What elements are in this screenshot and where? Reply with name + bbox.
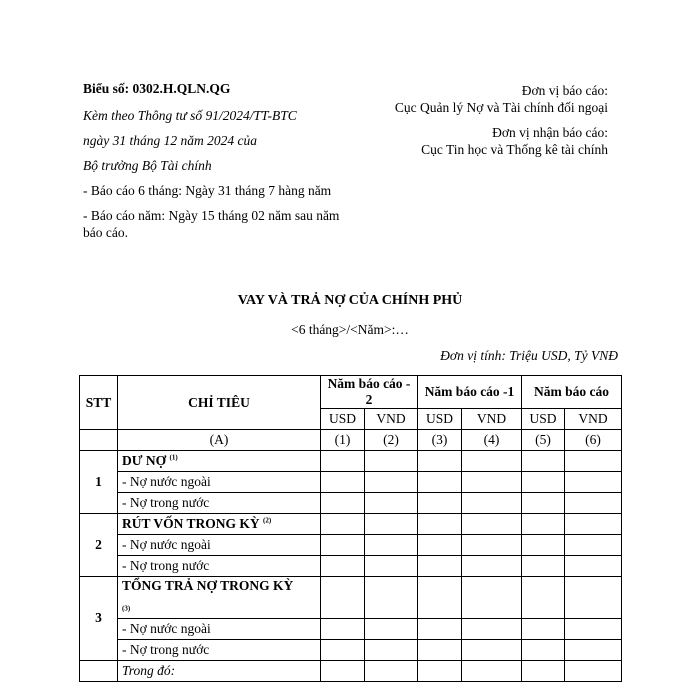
form-header-left: [83, 80, 358, 249]
circular-reference: Kèm theo Thông tư số 91/2024/TT-BTC: [83, 108, 297, 123]
table-row: [80, 639, 622, 660]
header-stt: STT: [80, 376, 118, 430]
deadline-six-month: - Báo cáo 6 tháng: Ngày 31 tháng 7 hàng năm: [83, 183, 332, 198]
code-cell: (2): [365, 430, 418, 451]
row-label: RÚT VỐN TRONG KỲ $^{(2)}$: [118, 514, 321, 535]
receiving-unit: Cục Tin học và Thống kê tài chính: [421, 142, 608, 157]
table-row: [80, 535, 622, 556]
row-label: - Nợ nước ngoài: [118, 618, 321, 639]
row-label: - Nợ nước ngoài: [118, 472, 321, 493]
code-cell: (1): [321, 430, 365, 451]
form-header-right: [390, 82, 608, 158]
code-cell-blank: [80, 430, 118, 451]
reporting-unit: Cục Quản lý Nợ và Tài chính đối ngoại: [394, 100, 608, 115]
report-title: VAY VÀ TRẢ NỢ CỦA CHÍNH PHỦ: [237, 293, 463, 308]
receiving-unit-label: Đơn vị nhận báo cáo:: [492, 125, 608, 140]
table-row: [80, 451, 622, 472]
row-label: - Nợ nước ngoài: [118, 535, 321, 556]
currency-usd: USD: [321, 409, 365, 430]
code-row: [80, 430, 622, 451]
footnote-marker: (1): [169, 453, 178, 462]
header-year-minus-2: Năm báo cáo - 2: [321, 376, 418, 409]
row-label: - Nợ trong nước: [118, 493, 321, 514]
issuing-authority: Bộ trưởng Bộ Tài chính: [83, 158, 212, 173]
report-table: [79, 375, 622, 682]
footnote-marker: (2): [263, 516, 272, 525]
currency-vnd: VND: [365, 409, 418, 430]
row-label: - Nợ trong nước: [118, 639, 321, 660]
code-cell: (5): [522, 430, 565, 451]
footnote-marker: (3): [122, 604, 131, 613]
table-row: [80, 660, 622, 681]
table-row: [80, 514, 622, 535]
table-row: [80, 618, 622, 639]
row-label: - Nợ trong nước: [118, 556, 321, 577]
table-row: [80, 577, 622, 619]
row-stt: 3: [80, 577, 118, 661]
header-indicator: CHỈ TIÊU: [118, 376, 321, 430]
unit-of-measure: Đơn vị tính: Triệu USD, Tỷ VNĐ: [440, 348, 618, 363]
table-header-row: [80, 376, 622, 409]
row-label: Trong đó:: [118, 660, 321, 681]
currency-usd: USD: [418, 409, 462, 430]
currency-usd: USD: [522, 409, 565, 430]
table-row: [80, 472, 622, 493]
table-row: [80, 556, 622, 577]
currency-vnd: VND: [565, 409, 622, 430]
code-cell: (6): [565, 430, 622, 451]
circular-date: ngày 31 tháng 12 năm 2024 của: [83, 133, 257, 148]
header-year-minus-1: Năm báo cáo -1: [418, 376, 522, 409]
row-label: DƯ NỢ $^{(1)}$: [118, 451, 321, 472]
row-stt: 2: [80, 514, 118, 577]
currency-vnd: VND: [462, 409, 522, 430]
code-cell: (A): [118, 430, 321, 451]
row-label: TỔNG TRẢ NỢ TRONG KỲ $_{(3)}$: [118, 577, 321, 619]
deadline-annual: - Báo cáo năm: Ngày 15 tháng 02 năm sau năm báo cáo.: [83, 208, 340, 240]
code-cell: (4): [462, 430, 522, 451]
form-code: Biểu số: 0302.H.QLN.QG: [83, 81, 231, 96]
header-report-year: Năm báo cáo: [522, 376, 622, 409]
row-stt: 1: [80, 451, 118, 514]
code-cell: (3): [418, 430, 462, 451]
report-period: <6 tháng>/<Năm>:…: [291, 322, 409, 337]
table-row: [80, 493, 622, 514]
reporting-unit-label: Đơn vị báo cáo:: [521, 83, 608, 98]
